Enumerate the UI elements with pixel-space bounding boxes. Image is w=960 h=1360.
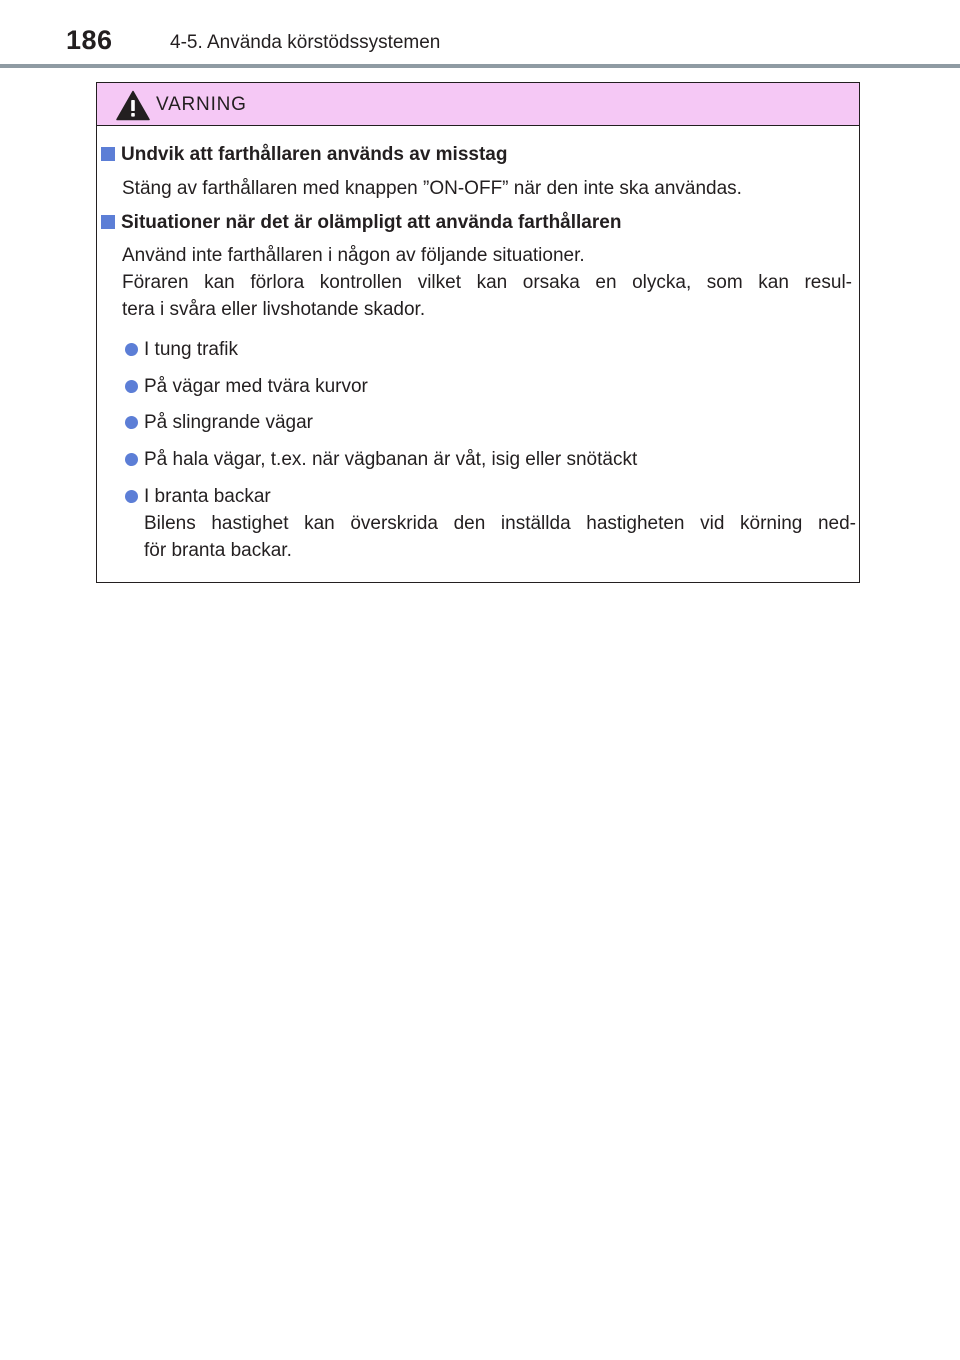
warning-box [96,82,860,583]
bullet-text: I tung trafik [144,339,238,360]
bullet-text: På slingrande vägar [144,412,313,433]
warning-subheading [101,143,507,167]
square-bullet-icon [101,147,115,161]
bullet-text: för branta backar. [144,540,292,561]
round-bullet-icon [125,416,138,429]
paragraph-line: Föraren kan förlora kontrollen vilket kan orsaka en olycka, som kan resul- [122,272,852,293]
round-bullet-icon [125,380,138,393]
warning-triangle-icon [116,90,150,121]
page-number: 186 [66,25,113,55]
warning-label: VARNING [156,94,247,115]
warning-header [97,83,859,126]
round-bullet-icon [125,343,138,356]
bullet-text: I branta backar [144,486,271,507]
bullet-text: På vägar med tvära kurvor [144,376,368,397]
square-bullet-icon [101,215,115,229]
bullet-text: På hala vägar, t.ex. när vägbanan är våt, isig eller snötäckt [144,449,638,470]
warning-paragraph [122,242,852,323]
section-title: 4-5. Använda körstödssystemen [170,32,441,53]
bullet-text: Bilens hastighet kan överskrida den inställda hastigheten vid körning ned- [144,513,856,534]
paragraph-line: tera i svåra eller livshotande skador. [122,299,426,320]
warning-subheading [101,211,621,235]
paragraph-line: Stäng av farthållaren med knappen ”ON-OFF” när den inte ska användas. [122,178,742,199]
page-header [0,0,960,70]
subheading-text: Situationer när det är olämpligt att använda farthållaren [121,212,622,233]
warning-paragraph [122,175,852,202]
round-bullet-icon [125,453,138,466]
round-bullet-icon [125,490,138,503]
paragraph-line: Använd inte farthållaren i någon av följande situationer. [122,245,585,266]
subheading-text: Undvik att farthållaren används av misstag [121,144,508,165]
header-divider [0,64,960,68]
